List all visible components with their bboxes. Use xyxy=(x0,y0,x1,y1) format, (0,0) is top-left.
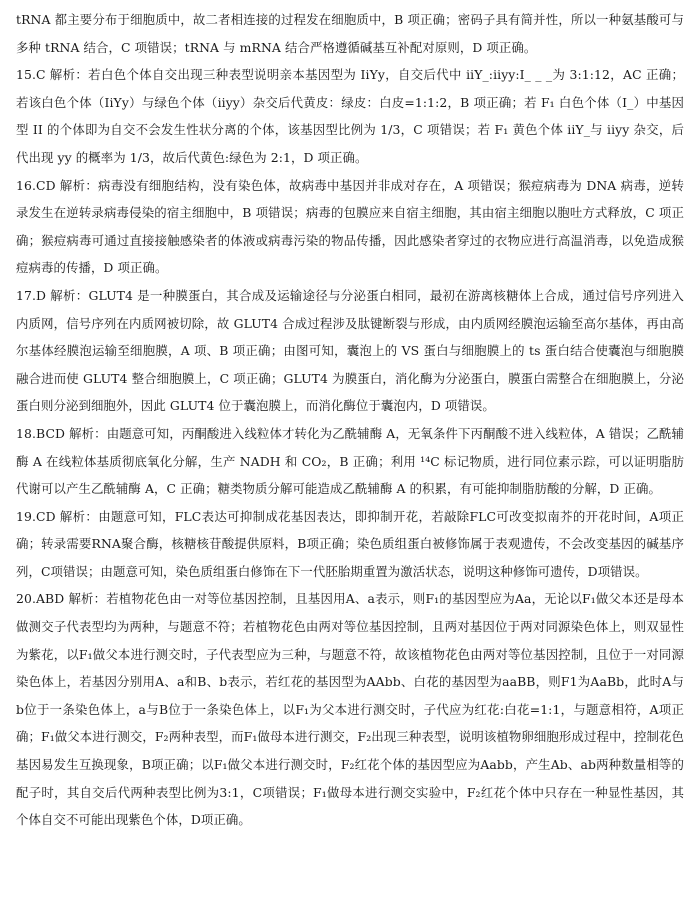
answer-paragraph-14-tail: tRNA 都主要分布于细胞质中，故二者相连接的过程发在细胞质中，B 项正确；密码子具有简并性，所以一种氨基酸可与多种 tRNA 结合，C 项错误；tRNA 与 mRNA 结合严格遵循碱基互补配对原则，D 项正确。 xyxy=(16,12,684,55)
answer-paragraph-17: 17.D 解析：GLUT4 是一种膜蛋白，其合成及运输途径与分泌蛋白相同，最初在游离核糖体上合成，通过信号序列进入内质网，信号序列在内质网被切除，故 GLUT4 合成过程涉及肽键断裂与形成，由内质网经膜泡运输至高尔基体，再由高尔基体经膜泡运输至细胞膜，A 项、B 项正确；由图可知，囊泡上的 VS 蛋白与细胞膜上的 ts 蛋白结合使囊泡与细胞膜融合进而使 GLUT4 整合细胞膜上，C 项正确；GLUT4 为膜蛋白，消化酶为分泌蛋白，膜蛋白需整合在细胞膜上，分泌蛋白则分泌到细胞外，因此 GLUT4 位于囊泡膜上，而消化酶位于囊泡内，D 项错误。 xyxy=(16,287,684,414)
answer-paragraph-15: 15.C 解析：若白色个体自交出现三种表型说明亲本基因型为 IiYy，自交后代中 iiY_:iiyy:I_ _ _为 3:1:12，AC 正确；若该白色个体（IiYy）与绿色个体（iiyy）杂交后代黄皮：绿皮：白皮=1:1:2，B 项正确；若 F₁ 白色个体（I_）中基因型 II 的个体即为自交不会发生性状分离的个体，该基因型比例为 1/3，C 项错误；若 F₁ 黄色个体 iiY_与 iiyy 杂交，后代出现 yy 的概率为 1/3，故后代黄色:绿色为 2:1，D 项正确。 xyxy=(16,67,684,165)
answer-paragraph-20: 20.ABD 解析：若植物花色由一对等位基因控制，且基因用A、a表示，则F₁的基因型应为Aa，无论以F₁做父本还是母本做测交子代表型均为两种，与题意不符；若植物花色由两对等位基因控制，且两对基因位于两对同源染色体上，则双显性为紫花，以F₁做父本进行测交时，子代表型应为三种，与题意不符，故该植物花色由两对等位基因控制，且位于一对同源染色体上，若基因分别用A、a和B、b表示，若红花的基因型为AAbb、白花的基因型为aaBB，则F1为AaBb，此时A与b位于一条染色体上，a与B位于一条染色体上，以F₁为父本进行测交时，子代应为红花:白花=1:1，与题意相符，A项正确；F₁做父本进行测交，F₂两种表型，而F₁做母本进行测交，F₂出现三种表型，说明该植物卵细胞形成过程中，控制花色基因易发生互换现象，B项正确；以F₁做父本进行测交时，F₂红花个体的基因型应为Aabb，产生Ab、ab两种数量相等的配子时，其自交后代两种表型比例为3:1，C项错误；F₁做母本进行测交实验中，F₂红花个体中只存在一种显性基因，其个体自交不可能出现紫色个体，D项正确。 xyxy=(16,591,684,828)
answer-paragraph-18: 18.BCD 解析：由题意可知，丙酮酸进入线粒体才转化为乙酰辅酶 A，无氧条件下丙酮酸不进入线粒体，A 错误；乙酰辅酶 A 在线粒体基质彻底氧化分解，生产 NADH 和 CO₂，B 正确；利用 ¹⁴C 标记物质，进行同位素示踪，可以证明脂肪代谢可以产生乙酰辅酶 A，C 正确；糖类物质分解可能造成乙酰辅酶 A 的积累，有可能抑制脂肪酸的分解，D 正确。 xyxy=(16,425,684,497)
answer-paragraph-16: 16.CD 解析：病毒没有细胞结构，没有染色体，故病毒中基因并非成对存在，A 项错误；猴痘病毒为 DNA 病毒，逆转录发生在逆转录病毒侵染的宿主细胞中，B 项错误；病毒的包膜应来自宿主细胞，其由宿主细胞以胞吐方式释放，C 项正确；猴痘病毒可通过直接接触感染者的体液或病毒污染的物品传播，因此感染者穿过的衣物应进行高温消毒，以免造成猴痘病毒的传播，D 项正确。 xyxy=(16,177,684,276)
answer-paragraph-19: 19.CD 解析：由题意可知，FLC表达可抑制成花基因表达，即抑制开花，若敲除FLC可改变拟南芥的开花时间，A项正确；转录需要RNA聚合酶，核糖核苷酸提供原料，B项正确；染色质组蛋白被修饰属于表观遗传，不会改变基因的碱基序列，C项错误；由题意可知，染色质组蛋白修饰在下一代胚胎期重置为激活状态，说明这种修饰可遗传，D项错误。 xyxy=(16,508,684,579)
